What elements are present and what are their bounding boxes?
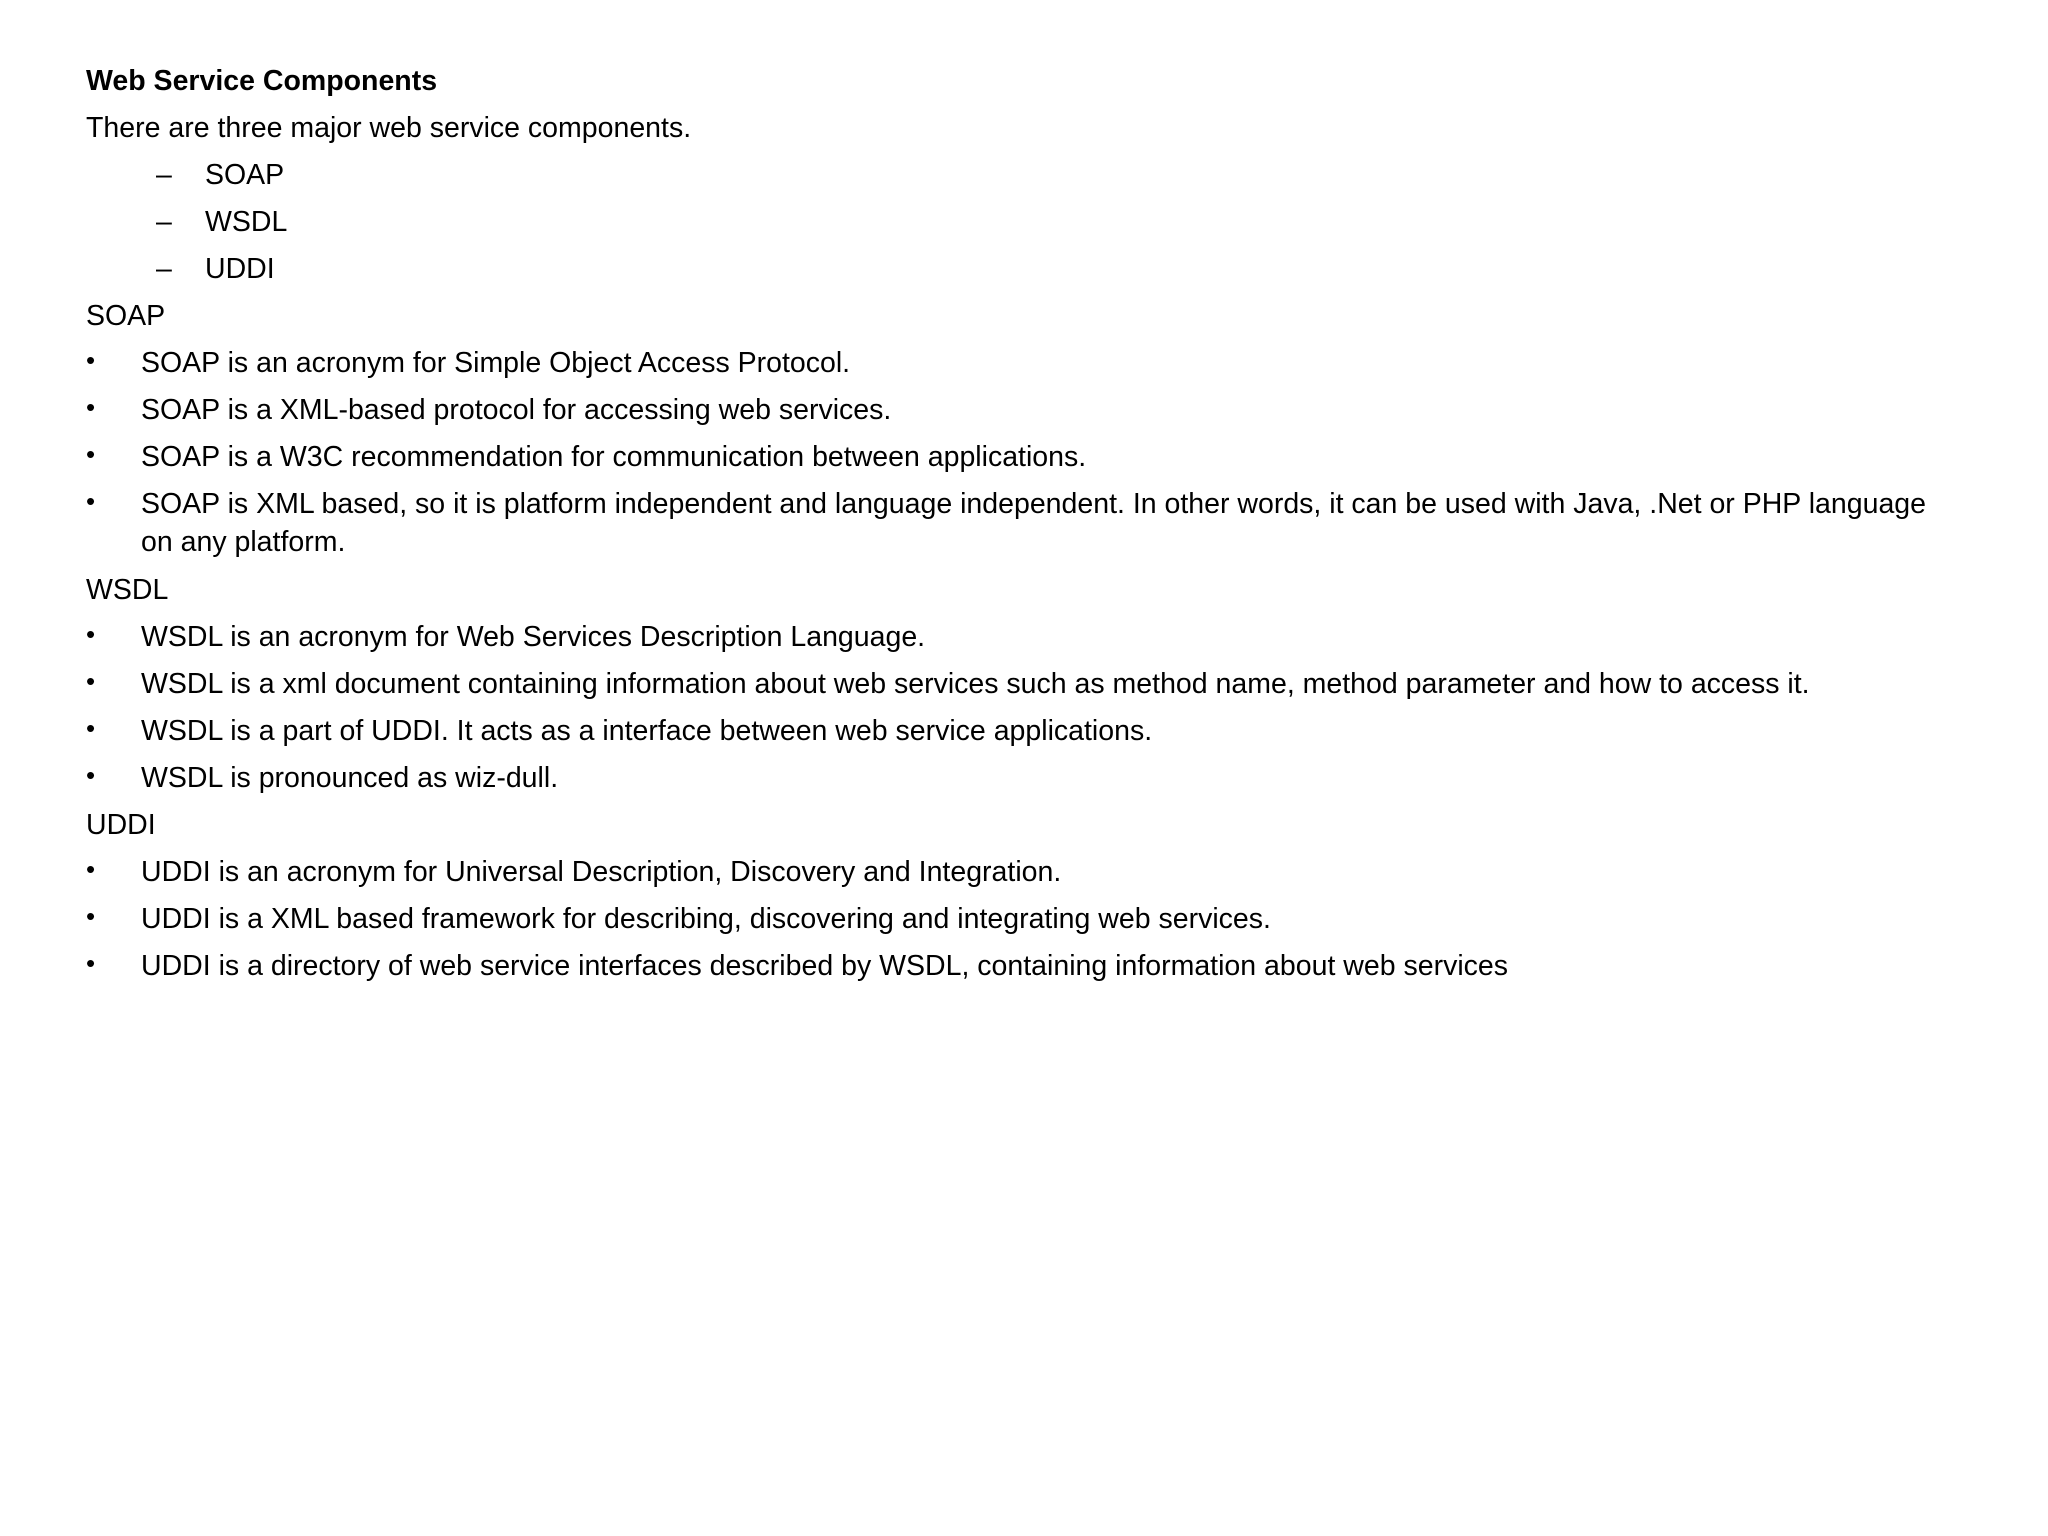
bullet-marker: • bbox=[86, 948, 96, 978]
bullet-item bbox=[86, 712, 1986, 759]
bullet-item bbox=[86, 759, 1986, 806]
bullet-text: SOAP is an acronym for Simple Object Access Protocol. bbox=[141, 347, 851, 379]
bullet-marker: • bbox=[86, 854, 96, 884]
dash-marker: – bbox=[156, 159, 172, 191]
bullet-text: SOAP is a W3C recommendation for communication between applications. bbox=[141, 441, 1087, 473]
bullet-text: WSDL is an acronym for Web Services Description Language. bbox=[141, 621, 926, 653]
bullet-text: WSDL is a xml document containing information about web services such as method name, method parameter and how to access it. bbox=[141, 668, 1810, 700]
dash-marker: – bbox=[156, 206, 172, 238]
bullet-item bbox=[86, 665, 1986, 712]
bullet-marker: • bbox=[86, 619, 96, 649]
component-list-item bbox=[86, 156, 1986, 203]
bullet-item bbox=[86, 391, 1986, 438]
bullet-text: SOAP is a XML-based protocol for accessing web services. bbox=[141, 394, 892, 426]
bullet-marker: • bbox=[86, 713, 96, 743]
component-label: WSDL bbox=[205, 206, 288, 238]
bullet-marker: • bbox=[86, 439, 96, 469]
section-title-uddi: UDDI bbox=[86, 809, 156, 841]
component-label: SOAP bbox=[205, 159, 285, 191]
bullet-item bbox=[86, 344, 1986, 391]
intro-paragraph: There are three major web service components. bbox=[86, 112, 692, 144]
bullet-marker: • bbox=[86, 392, 96, 422]
bullet-marker: • bbox=[86, 901, 96, 931]
section-title-soap: SOAP bbox=[86, 300, 166, 332]
bullet-text: WSDL is pronounced as wiz-dull. bbox=[141, 762, 559, 794]
bullet-marker: • bbox=[86, 345, 96, 375]
bullet-item bbox=[86, 947, 1986, 994]
component-label: UDDI bbox=[205, 253, 275, 285]
component-list-item bbox=[86, 250, 1986, 297]
bullet-text: SOAP is XML based, so it is platform independent and language independent. In other words, it can be used with Java, .Net or PHP language on any platform. bbox=[141, 488, 1927, 558]
bullet-marker: • bbox=[86, 666, 96, 696]
bullet-text: WSDL is a part of UDDI. It acts as a interface between web service applications. bbox=[141, 715, 1153, 747]
dash-marker: – bbox=[156, 253, 172, 285]
bullet-item bbox=[86, 438, 1986, 485]
bullet-marker: • bbox=[86, 486, 96, 516]
bullet-item bbox=[86, 900, 1986, 947]
bullet-marker: • bbox=[86, 760, 96, 790]
bullet-text: UDDI is a directory of web service interfaces described by WSDL, containing information about web services bbox=[141, 950, 1509, 982]
bullet-text: UDDI is an acronym for Universal Description, Discovery and Integration. bbox=[141, 856, 1062, 888]
component-list-item bbox=[86, 203, 1986, 250]
bullet-item bbox=[86, 618, 1986, 665]
document-body bbox=[86, 62, 1986, 994]
bullet-text: UDDI is a XML based framework for describing, discovering and integrating web services. bbox=[141, 903, 1271, 935]
document-heading: Web Service Components bbox=[86, 65, 438, 97]
bullet-item bbox=[86, 853, 1986, 900]
bullet-item bbox=[86, 485, 1986, 571]
section-title-wsdl: WSDL bbox=[86, 574, 169, 606]
